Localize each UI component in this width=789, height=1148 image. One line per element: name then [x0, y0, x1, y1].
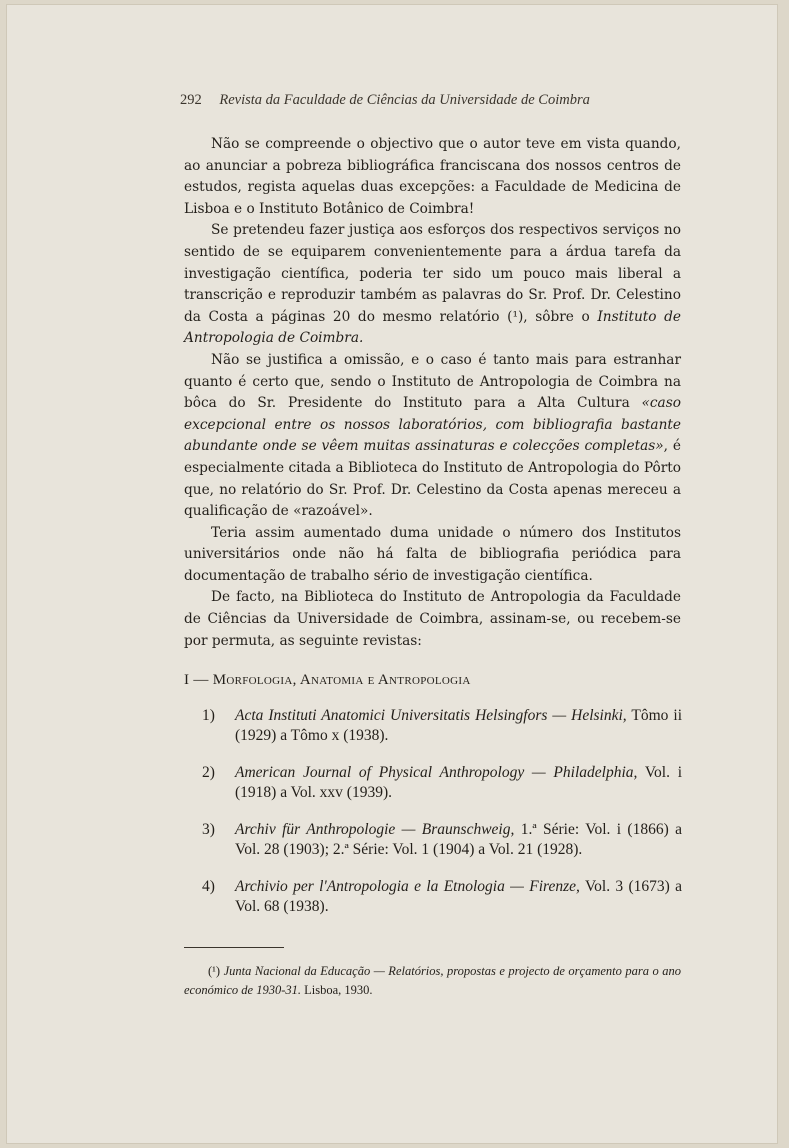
list-item-volumes: 1.ª Série: Vol. i (1866) a Vol. 28 (1903); 2.ª Série: Vol. 1 (1904) a Vol. 21 (1928).	[235, 821, 682, 858]
body-text	[184, 134, 681, 652]
list-item-title: Archiv für Anthropologie — Braunschweig,	[235, 821, 515, 838]
paragraph-2-italic: Instituto de Antropologia de Coimbra.	[184, 308, 681, 347]
list-item	[202, 706, 682, 746]
section-numeral: I —	[184, 672, 209, 688]
footnote-mark: (¹)	[208, 964, 221, 978]
paragraph-4: Teria assim aumentado duma unidade o número dos Institutos universitários onde não há falta de bibliografia periódica para documentação de trabalho sério de investigação científica.	[184, 524, 681, 584]
footnote-title: Junta Nacional da Educação — Relatórios, propostas e projecto de orçamento para o ano económico de 1930-31.	[184, 964, 682, 997]
footnote-rule	[184, 947, 284, 948]
section-heading	[184, 672, 681, 689]
paragraph-3	[184, 350, 681, 523]
list-item-title: Acta Instituti Anatomici Universitatis Helsingfors — Helsinki,	[235, 707, 627, 724]
paragraph-1: Não se compreende o objectivo que o autor teve em vista quando, ao anunciar a pobreza bibliográfica franciscana dos nossos centros de estudos, regista aquelas duas excepções: a Faculdade de Medicina de Lisboa e o Instituto Botânico de Coimbra!	[184, 136, 681, 217]
list-item-title: Archivio per l'Antropologia e la Etnologia — Firenze,	[235, 878, 580, 895]
list-item-number: 2)	[202, 764, 215, 781]
list-item	[202, 763, 682, 803]
section-title: Morfologia, Anatomia e Antropologia	[212, 672, 471, 688]
list-item	[202, 877, 682, 917]
list-item-volumes: Vol. 3 (1673) a Vol. 68 (1938).	[235, 878, 682, 915]
list-item-text	[235, 763, 682, 803]
list-item-number: 3)	[202, 821, 215, 838]
running-header	[180, 92, 650, 109]
paragraph-3-quote: «caso excepcional entre os nossos laboratórios, com bibliografia bastante abundante onde se vêem muitas assinaturas e colecções completas»	[184, 395, 681, 455]
list-item-volumes: Tômo ii (1929) a Tômo x (1938).	[235, 707, 683, 744]
paragraph-2	[184, 220, 681, 350]
list-item-text	[235, 706, 682, 746]
journal-title: Revista da Faculdade de Ciências da Universidade de Coimbra	[219, 92, 590, 108]
paragraph-2-text: Se pretendeu fazer justiça aos esforços dos respectivos serviços no sentido de se equiparem convenientemente para a árdua tarefa da investigação científica, poderia ter sido um pouco mais liberal a transcrição e reproduzir também as palavras do Sr. Prof. Dr. Celestino da Costa a páginas 20 do mesmo relatório (¹), sôbre o	[184, 222, 681, 325]
list-item-volumes: Vol. i (1918) a Vol. xxv (1939).	[235, 764, 682, 801]
paragraph-3-continuation: , é especialmente citada a Biblioteca do Instituto de Antropologia do Pôrto que, no relatório do Sr. Prof. Dr. Celestino da Costa apenas mereceu a qualificação de «razoável».	[184, 438, 681, 520]
page-number: 292	[180, 92, 202, 108]
list-item-text	[235, 820, 682, 860]
list-item-number: 4)	[202, 878, 215, 895]
paragraph-3-text: Não se justifica a omissão, e o caso é tanto mais para estranhar quanto é certo que, sendo o Instituto de Antropologia de Coimbra na bôca do Sr. Presidente do Instituto para a Alta Cultura	[184, 351, 681, 412]
journal-list	[202, 706, 682, 934]
paragraph-5: De facto, na Biblioteca do Instituto de Antropologia da Faculdade de Ciências da Universidade de Coimbra, assinam-se, ou recebem-se por permuta, as seguinte revistas:	[184, 589, 681, 649]
footnote-rest: Lisboa, 1930.	[300, 983, 373, 997]
book-page	[6, 4, 778, 1144]
list-item-text	[235, 877, 682, 917]
list-item	[202, 820, 682, 860]
list-item-title: American Journal of Physical Anthropology — Philadelphia,	[235, 764, 638, 781]
list-item-number: 1)	[202, 707, 215, 724]
footnote	[184, 962, 681, 1000]
